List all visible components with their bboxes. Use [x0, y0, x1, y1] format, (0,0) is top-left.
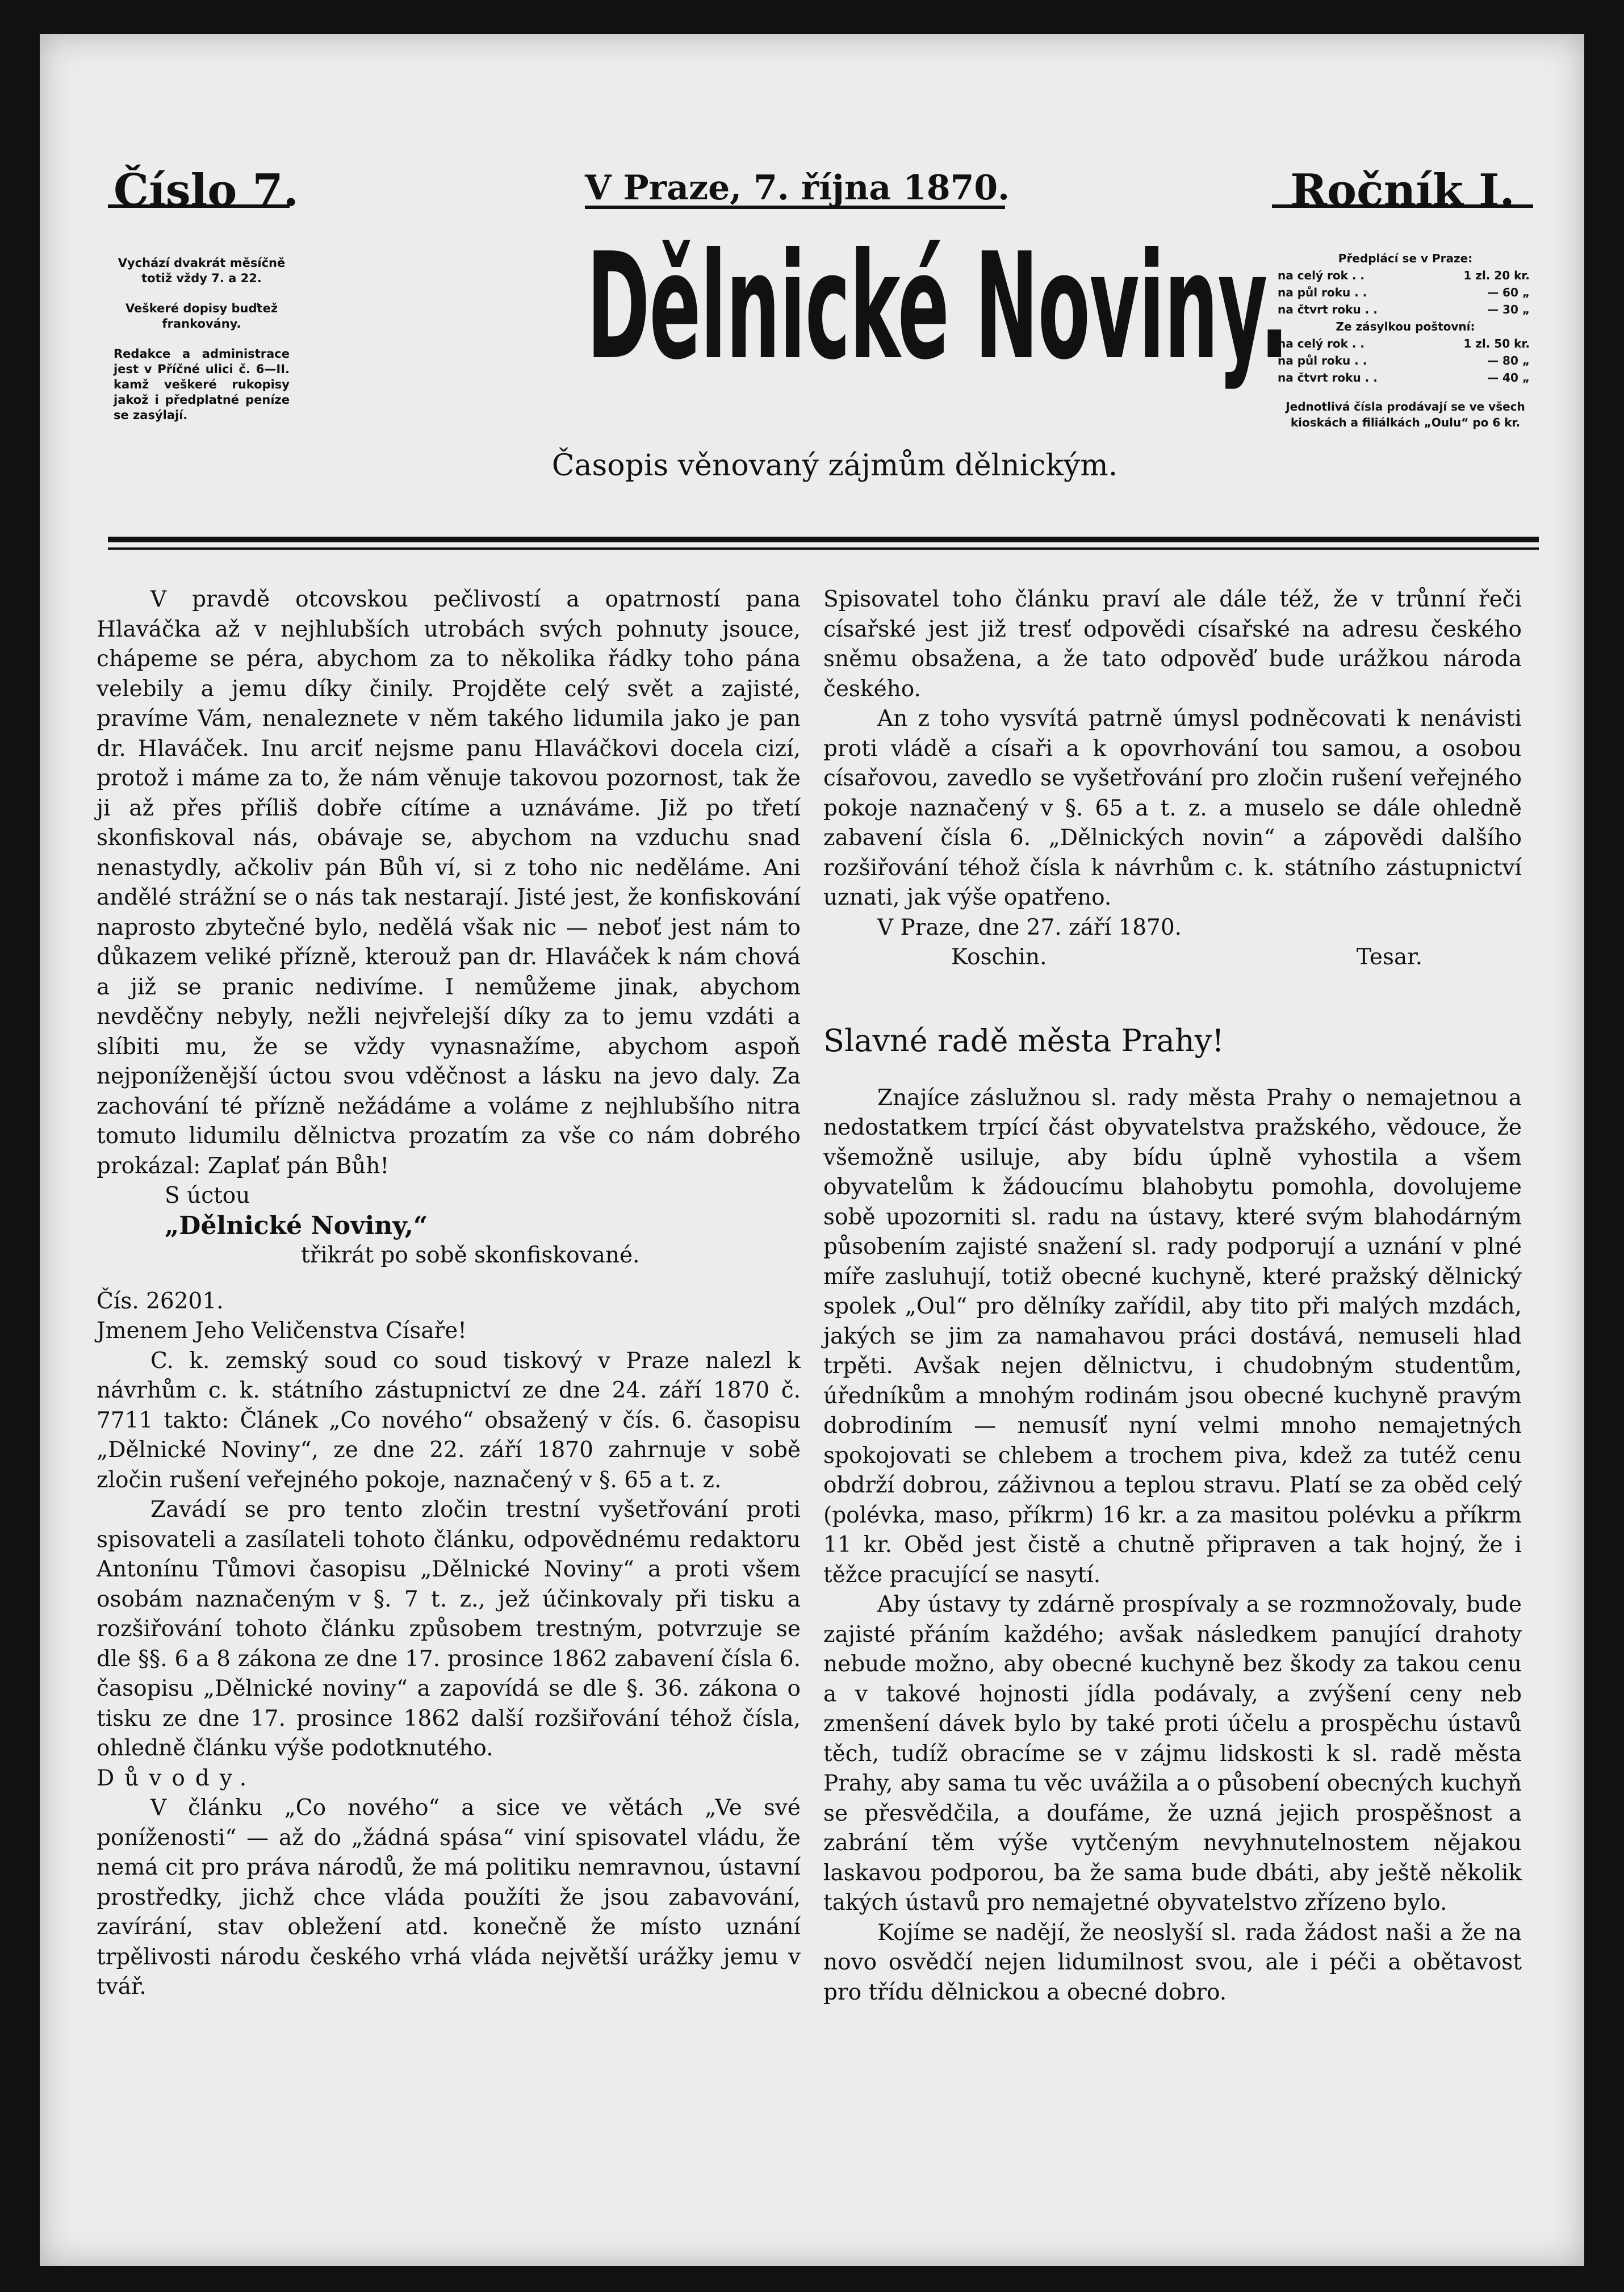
- left-column: [97, 551, 801, 2002]
- signatures: [823, 943, 1522, 973]
- newspaper-title: Dělnické Noviny.: [587, 221, 1288, 392]
- decree-paragraph: Zavádí se pro tento zločin trestní vyšetřování proti spisovateli a zasílateli tohoto článku, odpovědnému redaktoru Antonínu Tůmovi časopisu „Dělnické Noviny“ a proti všem osobám naznačeným v §. 7 t. z., jež účinkovaly při tisku a rozšiřování tohoto článku způsobem trestným, potvrzuje se dle §§. 6 a 8 zákona ze dne 17. prosince 1862 zabavení čísla 6. časopisu „Dělnické noviny“ a zapovídá se dle §. 36. zákona o tisku ze dne 17. prosince 1862 další rozšiřování téhož čísla, ohledně článku výše podotknutého.: [97, 1497, 801, 1761]
- sign-name: „Dělnické Noviny,“: [165, 1211, 428, 1240]
- sign-note: třikrát po sobě skonfiskované.: [301, 1243, 640, 1268]
- price-row: na celý rok . . 1 zl. 50 kr.: [1278, 337, 1530, 350]
- price-row: na půl roku . . — 80 „: [1278, 354, 1530, 367]
- masthead-divider-thick: [108, 537, 1539, 542]
- newspaper-subtitle: Časopis věnovaný zájmům dělnickým.: [551, 449, 1118, 483]
- opening-article: V pravdě otcovskou pečlivostí a opatrností pana Hlaváčka až v nejhlubších utrobách svých pohnuty jsouce, chápeme se péra, abychom za to několika řádky toho pána velebily a jemu díky činily. Projděte celý svět a zajisté, pravíme Vám, nenaleznete v něm takého lidumila jako je pan dr. Hlaváček. Inu arciť nejsme panu Hlaváčkovi docela cizí, protož i máme za to, že nám věnuje takovou pozornost, tak že ji až přes příliš dobře cítíme a uznáváme. Již po třetí skonfiskoval nás, obávaje se, abychom na vzduchu snad nenastydly, ačkoliv pán Bůh ví, si z toho nic neděláme. Ani andělé strážní se o nás tak nestarají. Jisté jest, že konfiskování naprosto zbytečné bylo, nedělá však nic — neboť jest nám to důkazem veliké přízně, kterouž pan dr. Hlaváček k nám chová a již se pranic nedivíme. I nemůžeme jinak, abychom nevděčny nebyly, nežli nejvřelejší díky za to jemu vzdáti a slíbiti mu, že se vždy vynasnažíme, abychom aspoň nejponíženější úctou svou vděčnost a lásku na jevo daly. Za zachování té přízně nežádáme a voláme z nejhlubšího nitra tomuto lidumilu dělnictva prozatím za vše co nám dobrého prokázal: Zaplať pán Bůh!: [97, 587, 801, 1179]
- publication-frequency: Vychází dvakrát měsíčně totiž vždy 7. a 22.: [118, 256, 286, 285]
- case-number: Čís. 26201.: [97, 1288, 224, 1314]
- single-copy-note: Jednotlivá čísla prodávají se ve všech kioskách a filiálkách „Oulu“ po 6 kr.: [1286, 400, 1525, 429]
- decree-paragraph: C. k. zemský soud co soud tiskový v Praze nalezl k návrhům c. k. státního zástupnictví ze dne 24. září 1870 č. 7711 takto: Článek „Co nového“ obsažený v čís. 6. časopisu „Dělnické Noviny“, ze dne 22. září 1870 zahrnuje v sobě zločin rušení veřejného pokoje, naznačený v §. 65 a t. z.: [97, 1348, 801, 1493]
- masthead-divider-thin: [108, 547, 1539, 550]
- publication-info: [114, 256, 290, 438]
- price-row: na půl roku . . — 60 „: [1278, 286, 1530, 299]
- letters-note: Veškeré dopisy buďtež frankovány.: [125, 302, 278, 331]
- article-heading: Slavné radě města Prahy!: [823, 1022, 1224, 1059]
- newspaper-page: [40, 34, 1584, 2266]
- price-row: na čtvrt roku . . — 40 „: [1278, 371, 1530, 384]
- price-row: na celý rok . . 1 zl. 20 kr.: [1278, 269, 1530, 282]
- office-address: Redakce a administrace jest v Příčné ulici č. 6—II. kamž veškeré rukopisy jakož i předplatné peníze se zasýlají.: [114, 347, 290, 422]
- issue-number: Číslo 7.: [114, 165, 299, 216]
- signer: Tesar.: [1356, 944, 1422, 970]
- article-paragraph: Kojíme se nadějí, že neoslyší sl. rada žádost naši a že na novo osvědčí nejen lidumilnost svou, ale i péči a obětavost pro třídu dělnickou a obecné dobro.: [823, 1919, 1522, 2005]
- reasons-heading: Důvody.: [97, 1765, 257, 1791]
- continued-paragraph: An z toho vysvítá patrně úmysl podněcovati k nenávisti proti vládě a císaři a k opovrhování tou samou, a osobou císařovou, zavedlo se vyšetřování pro zločin rušení veřejného pokoje naznačený v §. 65 a t. z. a muselo se dále ohledně zabavení čísla 6. „Dělnických novin“ a zápovědi dalšího rozšiřování téhož čísla k návrhům c. k. státního zástupnictví uznati, jak výše opatřeno.: [823, 706, 1522, 910]
- date-line: V Praze, dne 27. září 1870.: [877, 914, 1182, 940]
- dateline: V Praze, 7. října 1870.: [585, 168, 1010, 208]
- reasons-paragraph: V článku „Co nového“ a sice ve větách „Ve své poníženosti“ — až do „žádná spása“ viní spisovatel vládu, že nemá cit pro práva národů, že má politiku nemravnou, ústavní prostředky, jichž chce vláda použíti že jsou zabavování, zavírání, stav obležení atd. konečně že místo uznání trpělivosti národu českého vrhá vláda největší urážky jemu v tvář.: [97, 1795, 801, 2000]
- signer: Koschin.: [951, 944, 1047, 970]
- price-row: na čtvrt roku . . — 30 „: [1278, 303, 1530, 316]
- volume-number: Ročník I.: [1290, 165, 1515, 216]
- subscription-prices: [1278, 250, 1533, 430]
- prague-price-heading: Předplácí se v Praze:: [1338, 252, 1473, 265]
- article-paragraph: Aby ústavy ty zdárně prospívaly a se rozmnožovaly, bude zajisté přáním každého; avšak následkem panující drahoty nebude možno, aby obecné kuchyně bez škody za takou cenu a v takové hojnosti jídla podávaly, a zvýšení ceny neb zmenšení dávek bylo by také proti účelu a prospěchu ústavů těch, tudíž obracíme se v zájmu lidskosti k sl. radě města Prahy, aby sama tu věc uvážila a o působení obecných kuchyň se přesvědčila, a doufáme, že uzná jejich prospěšnost a zabrání těm výše vytčeným nevyhnutelnostem nějakou laskavou podporou, ba že sama bude dbáti, aby ještě několik takých ústavů pro nemajetné obyvatelstvo zřízeno bylo.: [823, 1592, 1522, 1915]
- continued-paragraph: Spisovatel toho článku praví ale dále též, že v trůnní řeči císařské jest již tresť odpovědi císařské na adresu českého sněmu obsažena, a že tato odpověď bude urážkou národa českého.: [823, 587, 1522, 702]
- decree-heading: Jmenem Jeho Veličenstva Císaře!: [97, 1318, 467, 1344]
- post-price-heading: Ze zásylkou poštovní:: [1336, 320, 1475, 333]
- sign-greeting: S úctou: [165, 1183, 250, 1208]
- article-paragraph: Znajíce záslužnou sl. rady města Prahy o nemajetnou a nedostatkem trpící část obyvatelstva pražského, vědouce, že všemožně usiluje, aby bídu úplně vyhostila a všem obyvatelům k žádoucímu blahobytu pomohla, dovolujeme sobě upozorniti sl. radu na ústavy, které svým blahodárným působením zajisté snažení sl. rady podporují a uznání v plné míře zasluhují, totiž obecné kuchyně, které pražský dělnický spolek „Oul“ pro dělníky zařídil, aby tito při malých mzdách, jakých se jim za namahavou práci dostává, nemuseli hlad trpěti. Avšak nejen dělnictvu, i chudobným studentům, úředníkům a mnohým rodinám jsou obecné kuchyně pravým dobrodiním — nemusíť nyní velmi mnoho nemajetných spokojovati se chlebem a trochem piva, kdež za tutéž cenu obdrží dobrou, záživnou a teplou stravu. Platí se za oběd celý (polévka, maso, příkrm) 16 kr. a za masitou polévku a příkrm 11 kr. Oběd jest čistě a chutně připraven a tak hojný, že i těžce pracující se nasytí.: [823, 1085, 1522, 1588]
- right-column: [823, 551, 1522, 2007]
